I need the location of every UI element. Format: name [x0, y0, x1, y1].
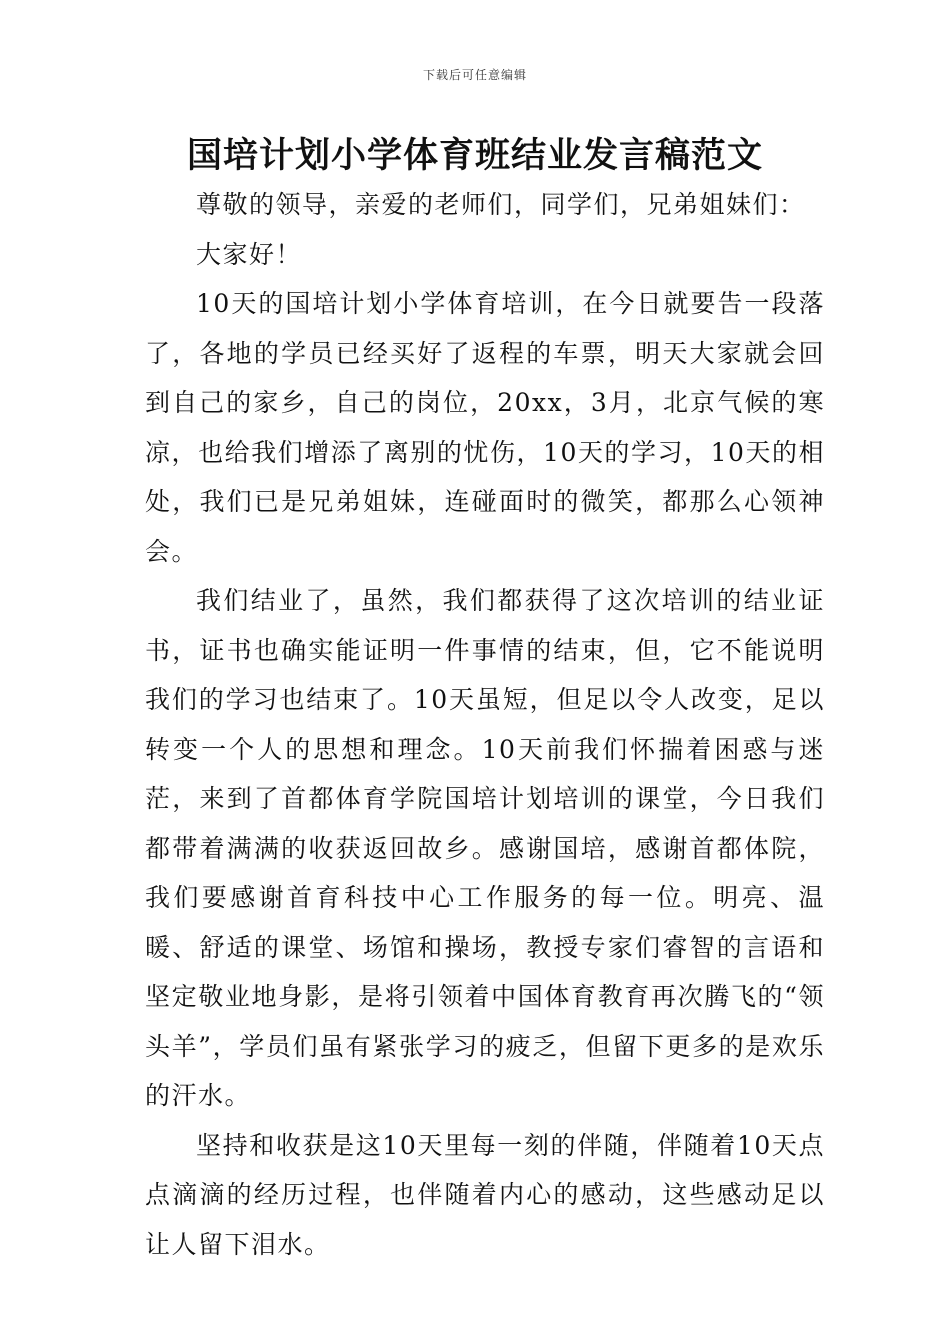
body-paragraph-2: 我们结业了，虽然，我们都获得了这次培训的结业证书，证书也确实能证明一件事情的结束，但，它不能说明我们的学习也结束了。10天虽短，但足以令人改变，足以转变一个人的思想和理念。10天前我们怀揣着困惑与迷茫，来到了首都体育学院国培计划培训的课堂，今日我们都带着满满的收获返回故乡。感谢国培，感谢首都体院，我们要感谢首育科技中心工作服务的每一位。明亮、温暖、舒适的课堂、场馆和操场，教授专家们睿智的言语和坚定敬业地身影，是将引领着中国体育教育再次腾飞的“领头羊”，学员们虽有紧张学习的疲乏，但留下更多的是欢乐的汗水。 [145, 586, 825, 1110]
body-paragraph-3: 坚持和收获是这10天里每一刻的伴随，伴随着10天点点滴滴的经历过程，也伴随着内心的感动，这些感动足以让人留下泪水。 [145, 1130, 825, 1259]
salutation-paragraph: 尊敬的领导，亲爱的老师们，同学们，兄弟姐妹们： [196, 190, 806, 219]
body-paragraph-1: 10天的国培计划小学体育培训，在今日就要告一段落了，各地的学员已经买好了返程的车票，明天大家就会回到自己的家乡，自己的岗位，20xx，3月，北京气候的寒凉，也给我们增添了离别的忧伤，10天的学习，10天的相处，我们已是兄弟姐妹，连碰面时的微笑，都那么心领神会。 [145, 289, 825, 566]
greeting-paragraph: 大家好！ [196, 239, 303, 269]
document-body [145, 180, 825, 1269]
document-title: 国培计划小学体育班结业发言稿范文 [186, 136, 763, 176]
header-note: 下载后可任意编辑 [422, 68, 527, 82]
